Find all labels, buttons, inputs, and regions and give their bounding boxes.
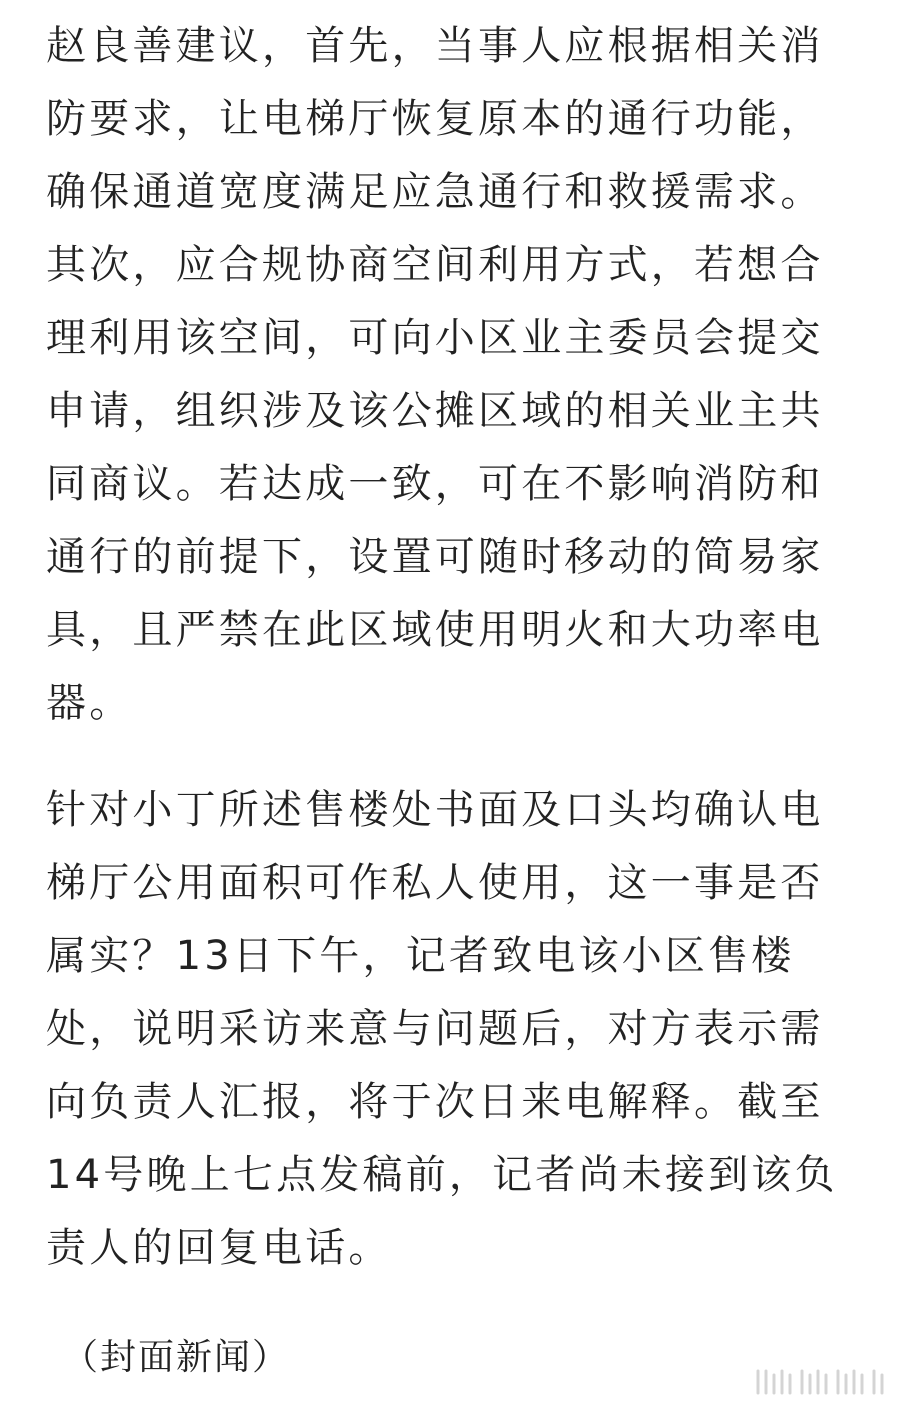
text-line: 器。 <box>46 680 133 726</box>
text-line: 赵良善建议，首先，当事人应根据相关消 <box>46 23 824 69</box>
text-line: 确保通道宽度满足应急通行和救援需求。 <box>46 169 824 215</box>
text-line: 属实？13日下午，记者致电该小区售楼 <box>46 933 795 979</box>
text-line: 梯厅公用面积可作私人使用，这一事是否 <box>46 860 824 906</box>
text-line: 其次，应合规协商空间利用方式，若想合 <box>46 242 824 288</box>
text-line: 具，且严禁在此区域使用明火和大功率电 <box>46 607 824 653</box>
text-line: 针对小丁所述售楼处书面及口头均确认电 <box>46 787 824 833</box>
text-line: 同商议。若达成一致，可在不影响消防和 <box>46 461 824 507</box>
text-line: 通行的前提下，设置可随时移动的简易家 <box>46 534 824 580</box>
text-line: 14号晚上七点发稿前，记者尚未接到该负 <box>46 1152 838 1198</box>
watermark-logo-icon <box>752 1365 892 1399</box>
text-line: 处，说明采访来意与问题后，对方表示需 <box>46 1006 824 1052</box>
article-source: （封面新闻） <box>62 1337 291 1378</box>
text-line: 向负责人汇报，将于次日来电解释。截至 <box>46 1079 824 1125</box>
text-line: 理利用该空间，可向小区业主委员会提交 <box>46 315 824 361</box>
text-line: 防要求，让电梯厅恢复原本的通行功能， <box>46 96 824 142</box>
article-paragraph <box>46 774 886 1285</box>
watermark <box>752 1365 892 1399</box>
article-body <box>46 10 886 1285</box>
text-line: 申请，组织涉及该公摊区域的相关业主共 <box>46 388 824 434</box>
article-paragraph <box>46 10 886 740</box>
text-line: 责人的回复电话。 <box>46 1225 392 1271</box>
